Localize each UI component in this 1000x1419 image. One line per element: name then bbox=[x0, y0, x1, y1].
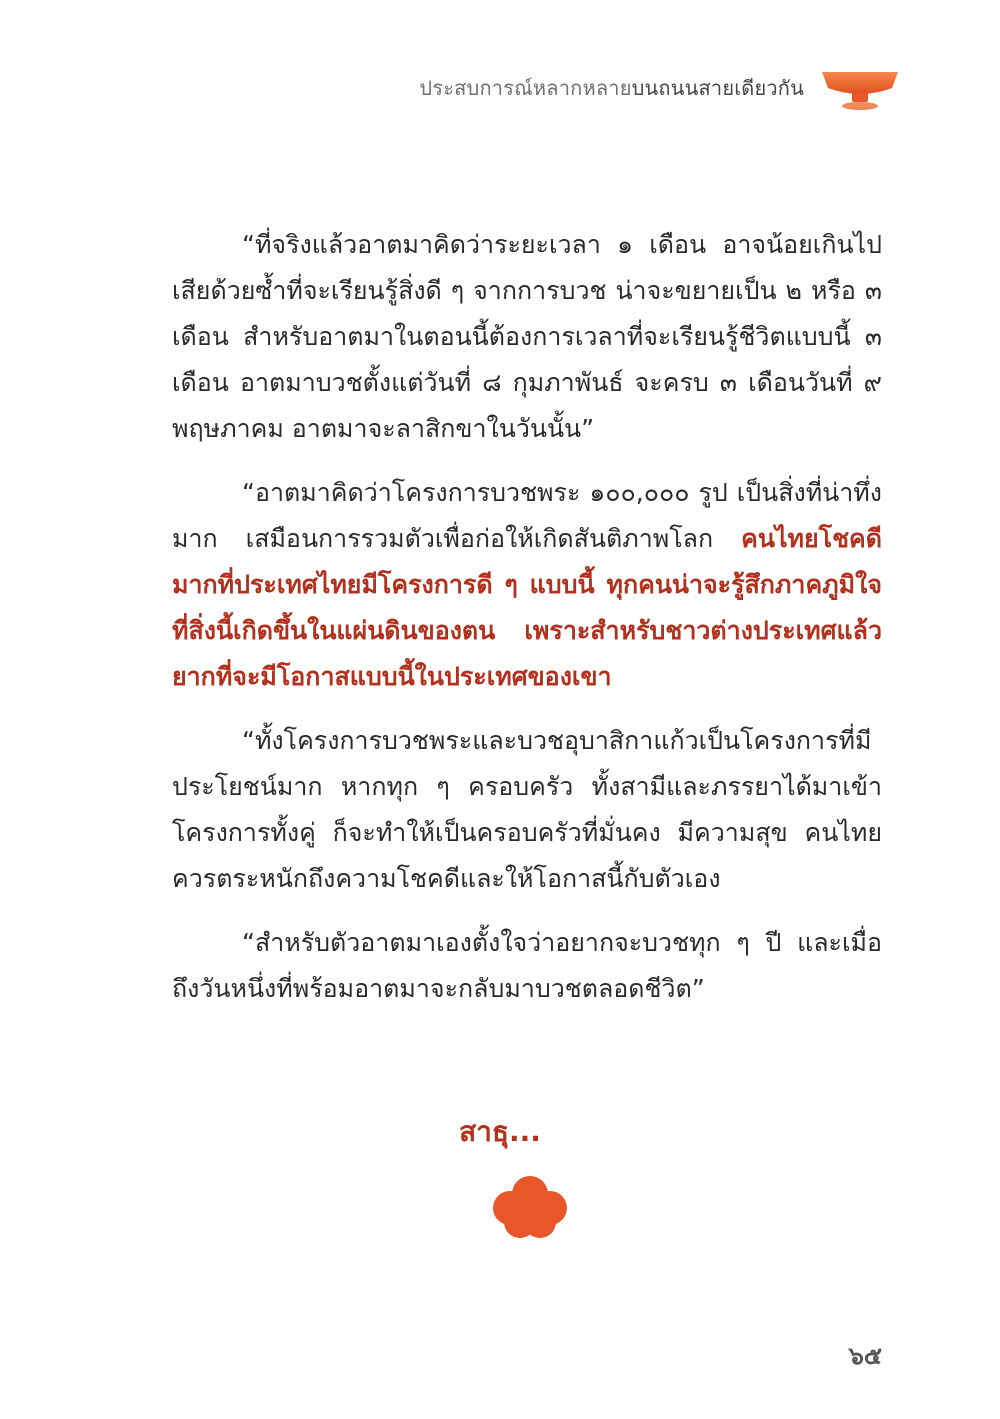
paragraph-3-text: “ทั้งโครงการบวชพระและบวชอุบาสิกาแก้วเป็นโครงการที่มีประโยชน์มาก หากทุก ๆ ครอบครัว ทั้งสามีและภรรยาได้มาเข้าโครงการทั้งคู่ ก็จะทำให้เป็นครอบครัวที่มั่นคง มีความสุข คนไทยควรตระหนักถึงความโชคดีและให้โอกาสนี้กับตัวเอง bbox=[172, 726, 882, 893]
closing-text: สาธุ... bbox=[459, 1115, 541, 1148]
running-header-part1: ประสบการณ์หลากหลาย bbox=[419, 76, 632, 100]
paragraph-2-text: “อาตมาคิดว่าโครงการบวชพระ ๑๐๐,๐๐๐ รูป เป็นสิ่งที่น่าทึ่งมาก เสมือนการรวมตัวเพื่อก่อให้เกิดสันติภาพโลก bbox=[172, 478, 882, 553]
running-header bbox=[419, 72, 804, 104]
paragraph-2-emphasis: คนไทยโชคดีมากที่ประเทศไทยมีโครงการดี ๆ แบบนี้ ทุกคนน่าจะรู้สึกภาคภูมิใจที่สิ่งนี้เกิดขึ้นในแผ่นดินของตน เพราะสำหรับชาวต่างประเทศแล้วยากที่จะมีโอกาสแบบนี้ในประเทศของเขา bbox=[172, 524, 882, 691]
body-text bbox=[172, 222, 882, 1030]
paragraph-2 bbox=[172, 470, 882, 700]
page-number: ๖๕ bbox=[848, 1342, 882, 1370]
paragraph-3 bbox=[172, 718, 882, 902]
paragraph-1-text: “ที่จริงแล้วอาตมาคิดว่าระยะเวลา ๑ เดือน อาจน้อยเกินไปเสียด้วยซ้ำที่จะเรียนรู้สิ่งดี ๆ จากการบวช น่าจะขยายเป็น ๒ หรือ ๓ เดือน สำหรับอาตมาในตอนนี้ต้องการเวลาที่จะเรียนรู้ชีวิตแบบนี้ ๓ เดือน อาตมาบวชตั้งแต่วันที่ ๘ กุมภาพันธ์ จะครบ ๓ เดือนวันที่ ๙ พฤษภาคม อาตมาจะลาสิกขาในวันนั้น” bbox=[172, 230, 882, 443]
running-header-part2: บนถนนสายเดียวกัน bbox=[631, 76, 804, 100]
paragraph-4-text: “สำหรับตัวอาตมาเองตั้งใจว่าอยากจะบวชทุก ๆ ปี และเมื่อถึงวันหนึ่งที่พร้อมอาตมาจะกลับมาบวชตลอดชีวิต” bbox=[172, 928, 882, 1003]
paragraph-1 bbox=[172, 222, 882, 452]
paragraph-4 bbox=[172, 920, 882, 1012]
orange-cloud-icon bbox=[488, 1172, 572, 1244]
orange-bowl-icon bbox=[816, 64, 904, 114]
